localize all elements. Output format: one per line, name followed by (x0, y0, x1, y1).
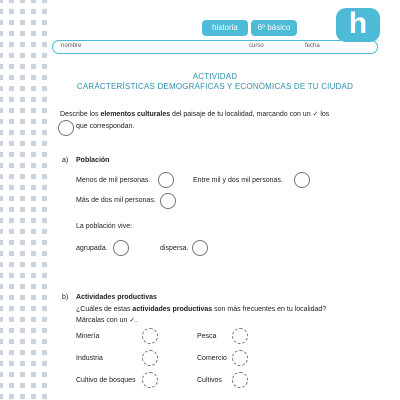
date-field-label: fecha (305, 43, 320, 49)
section-a-heading: Población (76, 157, 110, 164)
checkbox-thousand-to-two[interactable] (294, 172, 310, 188)
course-field-label: curso (249, 43, 264, 49)
section-b-label: b) (62, 294, 69, 301)
checkbox-comercio[interactable] (232, 350, 248, 366)
section-b-heading: Actividades productivas (76, 294, 157, 301)
option-less-thousand: Menos de mil personas. (76, 177, 151, 184)
student-info-bar (52, 40, 378, 54)
checkbox-more-two-thousand[interactable] (160, 193, 176, 209)
question-pre: ¿Cuáles de estas (76, 306, 133, 313)
option-more-two-thousand: Más de dos mil personas. (76, 197, 156, 204)
grade-badge: 6º básico (251, 20, 297, 36)
checkbox-mineria[interactable] (142, 328, 158, 344)
intro-text-post: del paisaje de tu localidad, marcando con un ✓ los (170, 111, 330, 118)
intro-text (60, 110, 329, 118)
section-b-question (76, 306, 326, 313)
activity-subtitle: CARÁCTERÍSTICAS DEMOGRÁFICAS Y ECONÓMICAS DE TU CIUDAD (76, 82, 354, 91)
item-cultivos: Cultivos (197, 377, 222, 384)
checkbox-pesca[interactable] (232, 328, 248, 344)
question-bold: actividades productivas (132, 306, 213, 313)
question-post: son más frecuentes en tu localidad? (212, 306, 327, 313)
item-comercio: Comercio (197, 355, 227, 362)
h-logo-icon: h (336, 8, 380, 42)
option-grouped: agrupada. (76, 245, 108, 252)
item-mineria: Minería (76, 333, 100, 340)
item-industria: Industria (76, 355, 103, 362)
option-thousand-to-two: Entre mil y dos mil personas. (193, 177, 283, 184)
item-cultivo-bosques: Cultivo de bosques (76, 377, 136, 384)
intro-text-line2: que correspondan. (76, 123, 135, 130)
intro-text-bold: elementos culturales (100, 111, 171, 118)
example-circle (58, 120, 74, 136)
section-b-question-line2: Márcalas con un ✓. (76, 317, 138, 324)
option-dispersed: dispersa. (160, 245, 189, 252)
item-pesca: Pesca (197, 333, 217, 340)
intro-text-pre: Describe los (60, 111, 101, 118)
activity-title: ACTIVIDAD (192, 72, 238, 81)
checkbox-dispersed[interactable] (192, 240, 208, 256)
subject-badge: historia (202, 20, 248, 36)
checkbox-cultivo-bosques[interactable] (142, 372, 158, 388)
decorative-side-strip (0, 0, 48, 400)
checkbox-grouped[interactable] (113, 240, 129, 256)
lives-label: La población vive: (76, 223, 133, 230)
section-a-label: a) (62, 157, 69, 164)
checkbox-cultivos[interactable] (232, 372, 248, 388)
name-field-label: nombre (61, 43, 82, 49)
checkbox-less-thousand[interactable] (158, 172, 174, 188)
checkbox-industria[interactable] (142, 350, 158, 366)
